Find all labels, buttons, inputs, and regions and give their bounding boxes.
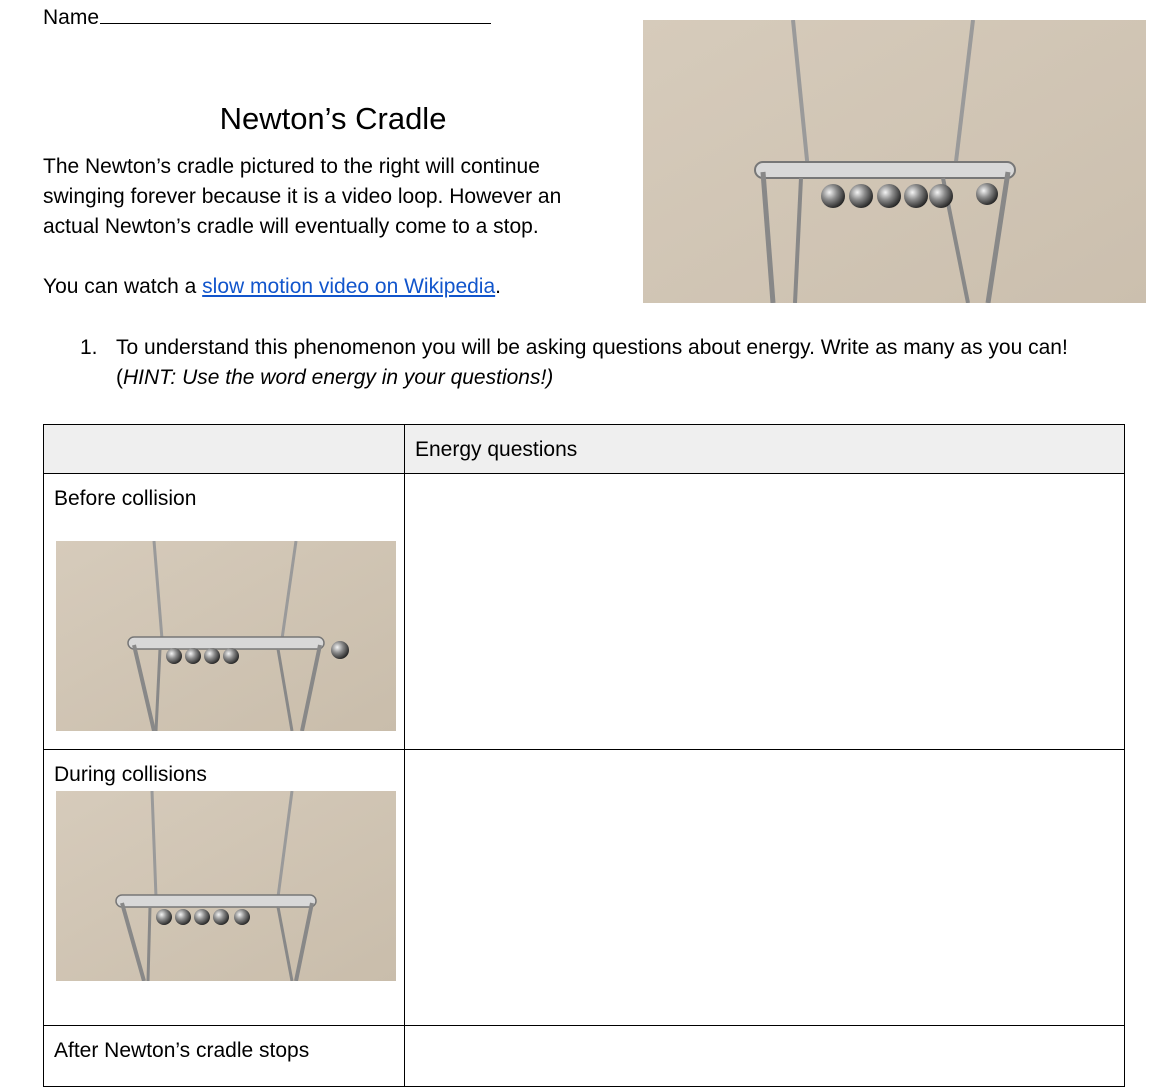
row-label-during: During collisions [54,763,207,786]
hint-text: HINT: Use the word energy in your questions!) [123,366,554,389]
before-collision-photo [56,541,404,731]
question-hint [116,363,1068,393]
after-stop-cell [44,1026,405,1087]
table-header-empty [44,425,405,474]
after-stop-answer[interactable] [404,1026,1124,1087]
hint-open-paren: ( [116,366,123,389]
intro-line-3: actual Newton’s cradle will eventually come to a stop. [43,215,539,238]
name-field[interactable] [43,3,491,33]
energy-questions-table [43,424,1125,1087]
intro-paragraph [43,152,561,242]
watch-video-sentence [43,272,501,302]
name-blank-line[interactable] [100,3,491,24]
during-collisions-answer[interactable] [404,750,1124,1026]
question-number: 1. [80,336,98,359]
table-header-energy-questions: Energy questions [404,425,1124,474]
intro-line-1: The Newton’s cradle pictured to the right will continue [43,155,540,178]
table-row [44,1026,1125,1087]
newtons-cradle-photo [643,20,1146,303]
before-collision-answer[interactable] [404,474,1124,750]
name-label: Name [43,6,100,29]
row-label-before: Before collision [54,487,197,510]
table-row [44,474,1125,750]
wikipedia-video-link[interactable]: slow motion video on Wikipedia [202,275,496,298]
row-label-after: After Newton’s cradle stops [54,1039,310,1062]
cradle-image-main [643,20,1146,303]
question-text: To understand this phenomenon you will be asking questions about energy. Write as many as you can! [116,336,1068,359]
intro-line-2: swinging forever because it is a video loop. However an [43,185,562,208]
page-title: Newton’s Cradle [219,101,447,136]
watch-suffix: . [495,275,501,298]
table-header-row [44,425,1125,474]
during-collisions-photo [56,791,404,981]
before-collision-cell [44,474,405,750]
table-row [44,750,1125,1026]
watch-prefix: You can watch a [43,275,203,298]
during-collisions-cell [44,750,405,1026]
